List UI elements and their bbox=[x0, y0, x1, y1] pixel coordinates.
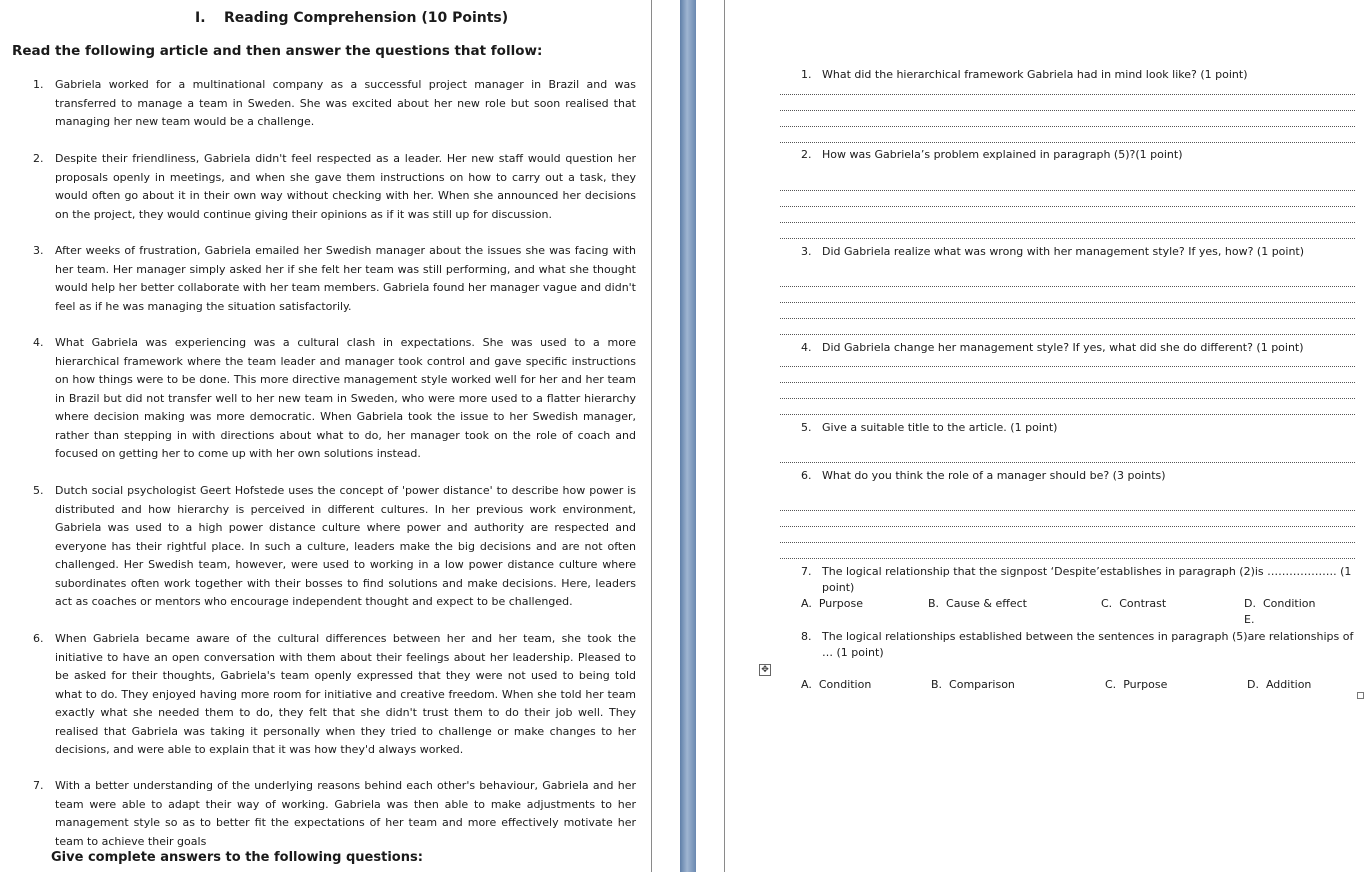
option-letter: A. bbox=[801, 678, 812, 691]
paragraph-number: 2. bbox=[33, 152, 44, 165]
paragraph-text: What Gabriela was experiencing was a cultural clash in expectations. She was used to a more hierarchical framework where the team leader and manager took control and gave specific instructions on how things were to be done. This more directive management style worked well for her and her team in Brazil but did not transfer well to her new team in Sweden, who were more used to a flatter hierarchy where decision making was more democratic. When Gabriela took the issue to her Swedish manager, rather than stepping in with directions about what to do, her manager took on the role of coach and focused on getting her to come up with her own solutions instead. bbox=[55, 336, 636, 460]
question-3 bbox=[801, 244, 1357, 260]
paragraph-7 bbox=[33, 777, 636, 851]
paragraph-3 bbox=[33, 242, 636, 316]
answer-line[interactable] bbox=[780, 222, 1355, 223]
instruction-text: Read the following article and then answer the questions that follow: bbox=[12, 43, 543, 59]
question-text: Give a suitable title to the article. (1 point) bbox=[822, 421, 1058, 434]
q7-option-a[interactable] bbox=[801, 597, 863, 610]
question-text: The logical relationships established between the sentences in paragraph (5)are relationships of … (1 point) bbox=[822, 630, 1354, 659]
paragraph-text: Dutch social psychologist Geert Hofstede uses the concept of 'power distance' to describe how power is distributed and how hierarchy is perceived in different cultures. In her previous work environment, Gabriela was used to a high power distance culture where power and authority are respected and everyone has their rightful place. In such a culture, leaders make the big decisions and are not often challenged. Her Swedish team, however, were used to working in a low power distance culture where subordinates often work together with their bosses to find solutions and make decisions. Here, leaders act as coaches or mentors who encourage independent thought and expect to be challenged. bbox=[55, 484, 636, 608]
question-number: 5. bbox=[801, 421, 812, 434]
right-page bbox=[724, 0, 1366, 872]
answer-line[interactable] bbox=[780, 318, 1355, 319]
table-move-handle-icon[interactable]: ✥ bbox=[759, 664, 771, 676]
paragraph-number: 3. bbox=[33, 244, 44, 257]
option-letter: C. bbox=[1105, 678, 1117, 691]
answer-line[interactable] bbox=[780, 206, 1355, 207]
option-label: Comparison bbox=[949, 678, 1015, 691]
answer-line[interactable] bbox=[780, 334, 1355, 335]
paragraph-4 bbox=[33, 334, 636, 464]
option-label: Purpose bbox=[1123, 678, 1168, 691]
answer-line[interactable] bbox=[780, 190, 1355, 191]
paragraph-number: 6. bbox=[33, 632, 44, 645]
question-8 bbox=[801, 629, 1357, 661]
paragraph-text: With a better understanding of the underlying reasons behind each other's behaviour, Gabriela and her team were able to adapt their way of working. Gabriela was then able to make adjustments to her management style so as to better fit the expectations of her team and more effectively motivate her team to achieve their goals bbox=[55, 779, 636, 848]
question-6 bbox=[801, 468, 1357, 484]
page-separator-bar bbox=[680, 0, 696, 872]
answer-heading: Give complete answers to the following questions: bbox=[51, 850, 423, 865]
q8-option-a[interactable] bbox=[801, 678, 871, 691]
question-text: How was Gabriela’s problem explained in paragraph (5)?(1 point) bbox=[822, 148, 1183, 161]
section-number: I. bbox=[195, 10, 206, 26]
answer-line[interactable] bbox=[780, 286, 1355, 287]
answer-line[interactable] bbox=[780, 142, 1355, 143]
question-4 bbox=[801, 340, 1357, 356]
paragraph-text: When Gabriela became aware of the cultural differences between her and her team, she took the initiative to have an open conversation with them about their feelings about her leadership. Pleased to be asked for their thoughts, Gabriela's team openly expressed that they were not used to being told what to do. They enjoyed having more room for initiative and creative freedom. When she told her team exactly what she needed them to do, they felt that she didn't trust them to do their job well. They realised that Gabriela was taking it personally when they tried to challenge or make changes to her decisions, and were able to explain that it was how they'd always worked. bbox=[55, 632, 636, 756]
paragraph-number: 4. bbox=[33, 336, 44, 349]
option-label: Contrast bbox=[1119, 597, 1167, 610]
option-label: Purpose bbox=[818, 597, 863, 610]
question-number: 4. bbox=[801, 341, 812, 354]
answer-line[interactable] bbox=[780, 526, 1355, 527]
question-text: The logical relationship that the signpost ‘Despite’establishes in paragraph (2)is ………………. (1 point) bbox=[822, 565, 1352, 594]
paragraph-number: 5. bbox=[33, 484, 44, 497]
paragraph-number: 1. bbox=[33, 78, 44, 91]
option-label: Condition bbox=[1262, 597, 1316, 610]
q7-option-b[interactable] bbox=[928, 597, 1027, 610]
answer-line[interactable] bbox=[780, 414, 1355, 415]
question-2 bbox=[801, 147, 1357, 163]
question-text: What do you think the role of a manager should be? (3 points) bbox=[822, 469, 1166, 482]
option-label: Cause & effect bbox=[946, 597, 1027, 610]
answer-line[interactable] bbox=[780, 558, 1355, 559]
option-letter: B. bbox=[928, 597, 940, 610]
paragraph-text: Gabriela worked for a multinational company as a successful project manager in Brazil and was transferred to manage a team in Sweden. She was excited about her new role but soon realised that managing her new team would be a challenge. bbox=[55, 78, 636, 128]
question-number: 2. bbox=[801, 148, 812, 161]
paragraph-6 bbox=[33, 630, 636, 760]
option-letter: A. bbox=[801, 597, 812, 610]
answer-line[interactable] bbox=[780, 398, 1355, 399]
option-label: Condition bbox=[818, 678, 872, 691]
question-text: Did Gabriela realize what was wrong with her management style? If yes, how? (1 point) bbox=[822, 245, 1305, 258]
question-number: 1. bbox=[801, 68, 812, 81]
paragraph-number: 7. bbox=[33, 779, 44, 792]
left-page bbox=[0, 0, 652, 872]
question-text: What did the hierarchical framework Gabriela had in mind look like? (1 point) bbox=[822, 68, 1248, 81]
q7-option-d[interactable] bbox=[1244, 597, 1315, 610]
paragraph-text: Despite their friendliness, Gabriela didn't feel respected as a leader. Her new staff would question her proposals openly in meetings, and when she gave them instructions on how to carry out a task, they would often go about it in their own way without checking with her. When she announced her decisions on the project, they would continue giving their opinions as if it was still up for discussion. bbox=[55, 152, 636, 221]
paragraph-text: After weeks of frustration, Gabriela emailed her Swedish manager about the issues she was facing with her team. Her manager simply asked her if she felt her team was still performing, and what she thought would help her better collaborate with her team members. Gabriela found her manager vague and didn't feel as if he was managing the situation satisfactorily. bbox=[55, 244, 636, 313]
question-number: 7. bbox=[801, 565, 812, 578]
q8-option-b[interactable] bbox=[931, 678, 1015, 691]
answer-line[interactable] bbox=[780, 94, 1355, 95]
section-title bbox=[195, 10, 508, 26]
section-heading: Reading Comprehension (10 Points) bbox=[224, 10, 509, 26]
option-letter: C. bbox=[1101, 597, 1113, 610]
question-5 bbox=[801, 420, 1357, 436]
option-letter: D. bbox=[1244, 597, 1256, 610]
answer-line[interactable] bbox=[780, 238, 1355, 239]
paragraph-2 bbox=[33, 150, 636, 224]
answer-line[interactable] bbox=[780, 110, 1355, 111]
answer-line[interactable] bbox=[780, 542, 1355, 543]
question-number: 8. bbox=[801, 630, 812, 643]
end-of-cell-marker-icon bbox=[1357, 692, 1364, 699]
question-7 bbox=[801, 564, 1357, 596]
q8-option-c[interactable] bbox=[1105, 678, 1167, 691]
answer-line[interactable] bbox=[780, 126, 1355, 127]
question-1 bbox=[801, 67, 1357, 83]
question-text: Did Gabriela change her management style? If yes, what did she do different? (1 point) bbox=[822, 341, 1304, 354]
answer-line[interactable] bbox=[780, 366, 1355, 367]
question-number: 3. bbox=[801, 245, 812, 258]
question-number: 6. bbox=[801, 469, 812, 482]
option-letter: D. bbox=[1247, 678, 1259, 691]
q7-option-e[interactable]: E. bbox=[1244, 613, 1255, 626]
answer-line[interactable] bbox=[780, 462, 1355, 463]
paragraph-5 bbox=[33, 482, 636, 612]
q8-option-d[interactable] bbox=[1247, 678, 1311, 691]
option-letter: B. bbox=[931, 678, 943, 691]
paragraph-1 bbox=[33, 76, 636, 132]
q7-option-c[interactable] bbox=[1101, 597, 1166, 610]
option-label: Addition bbox=[1265, 678, 1312, 691]
answer-line[interactable] bbox=[780, 302, 1355, 303]
answer-line[interactable] bbox=[780, 510, 1355, 511]
answer-line[interactable] bbox=[780, 382, 1355, 383]
